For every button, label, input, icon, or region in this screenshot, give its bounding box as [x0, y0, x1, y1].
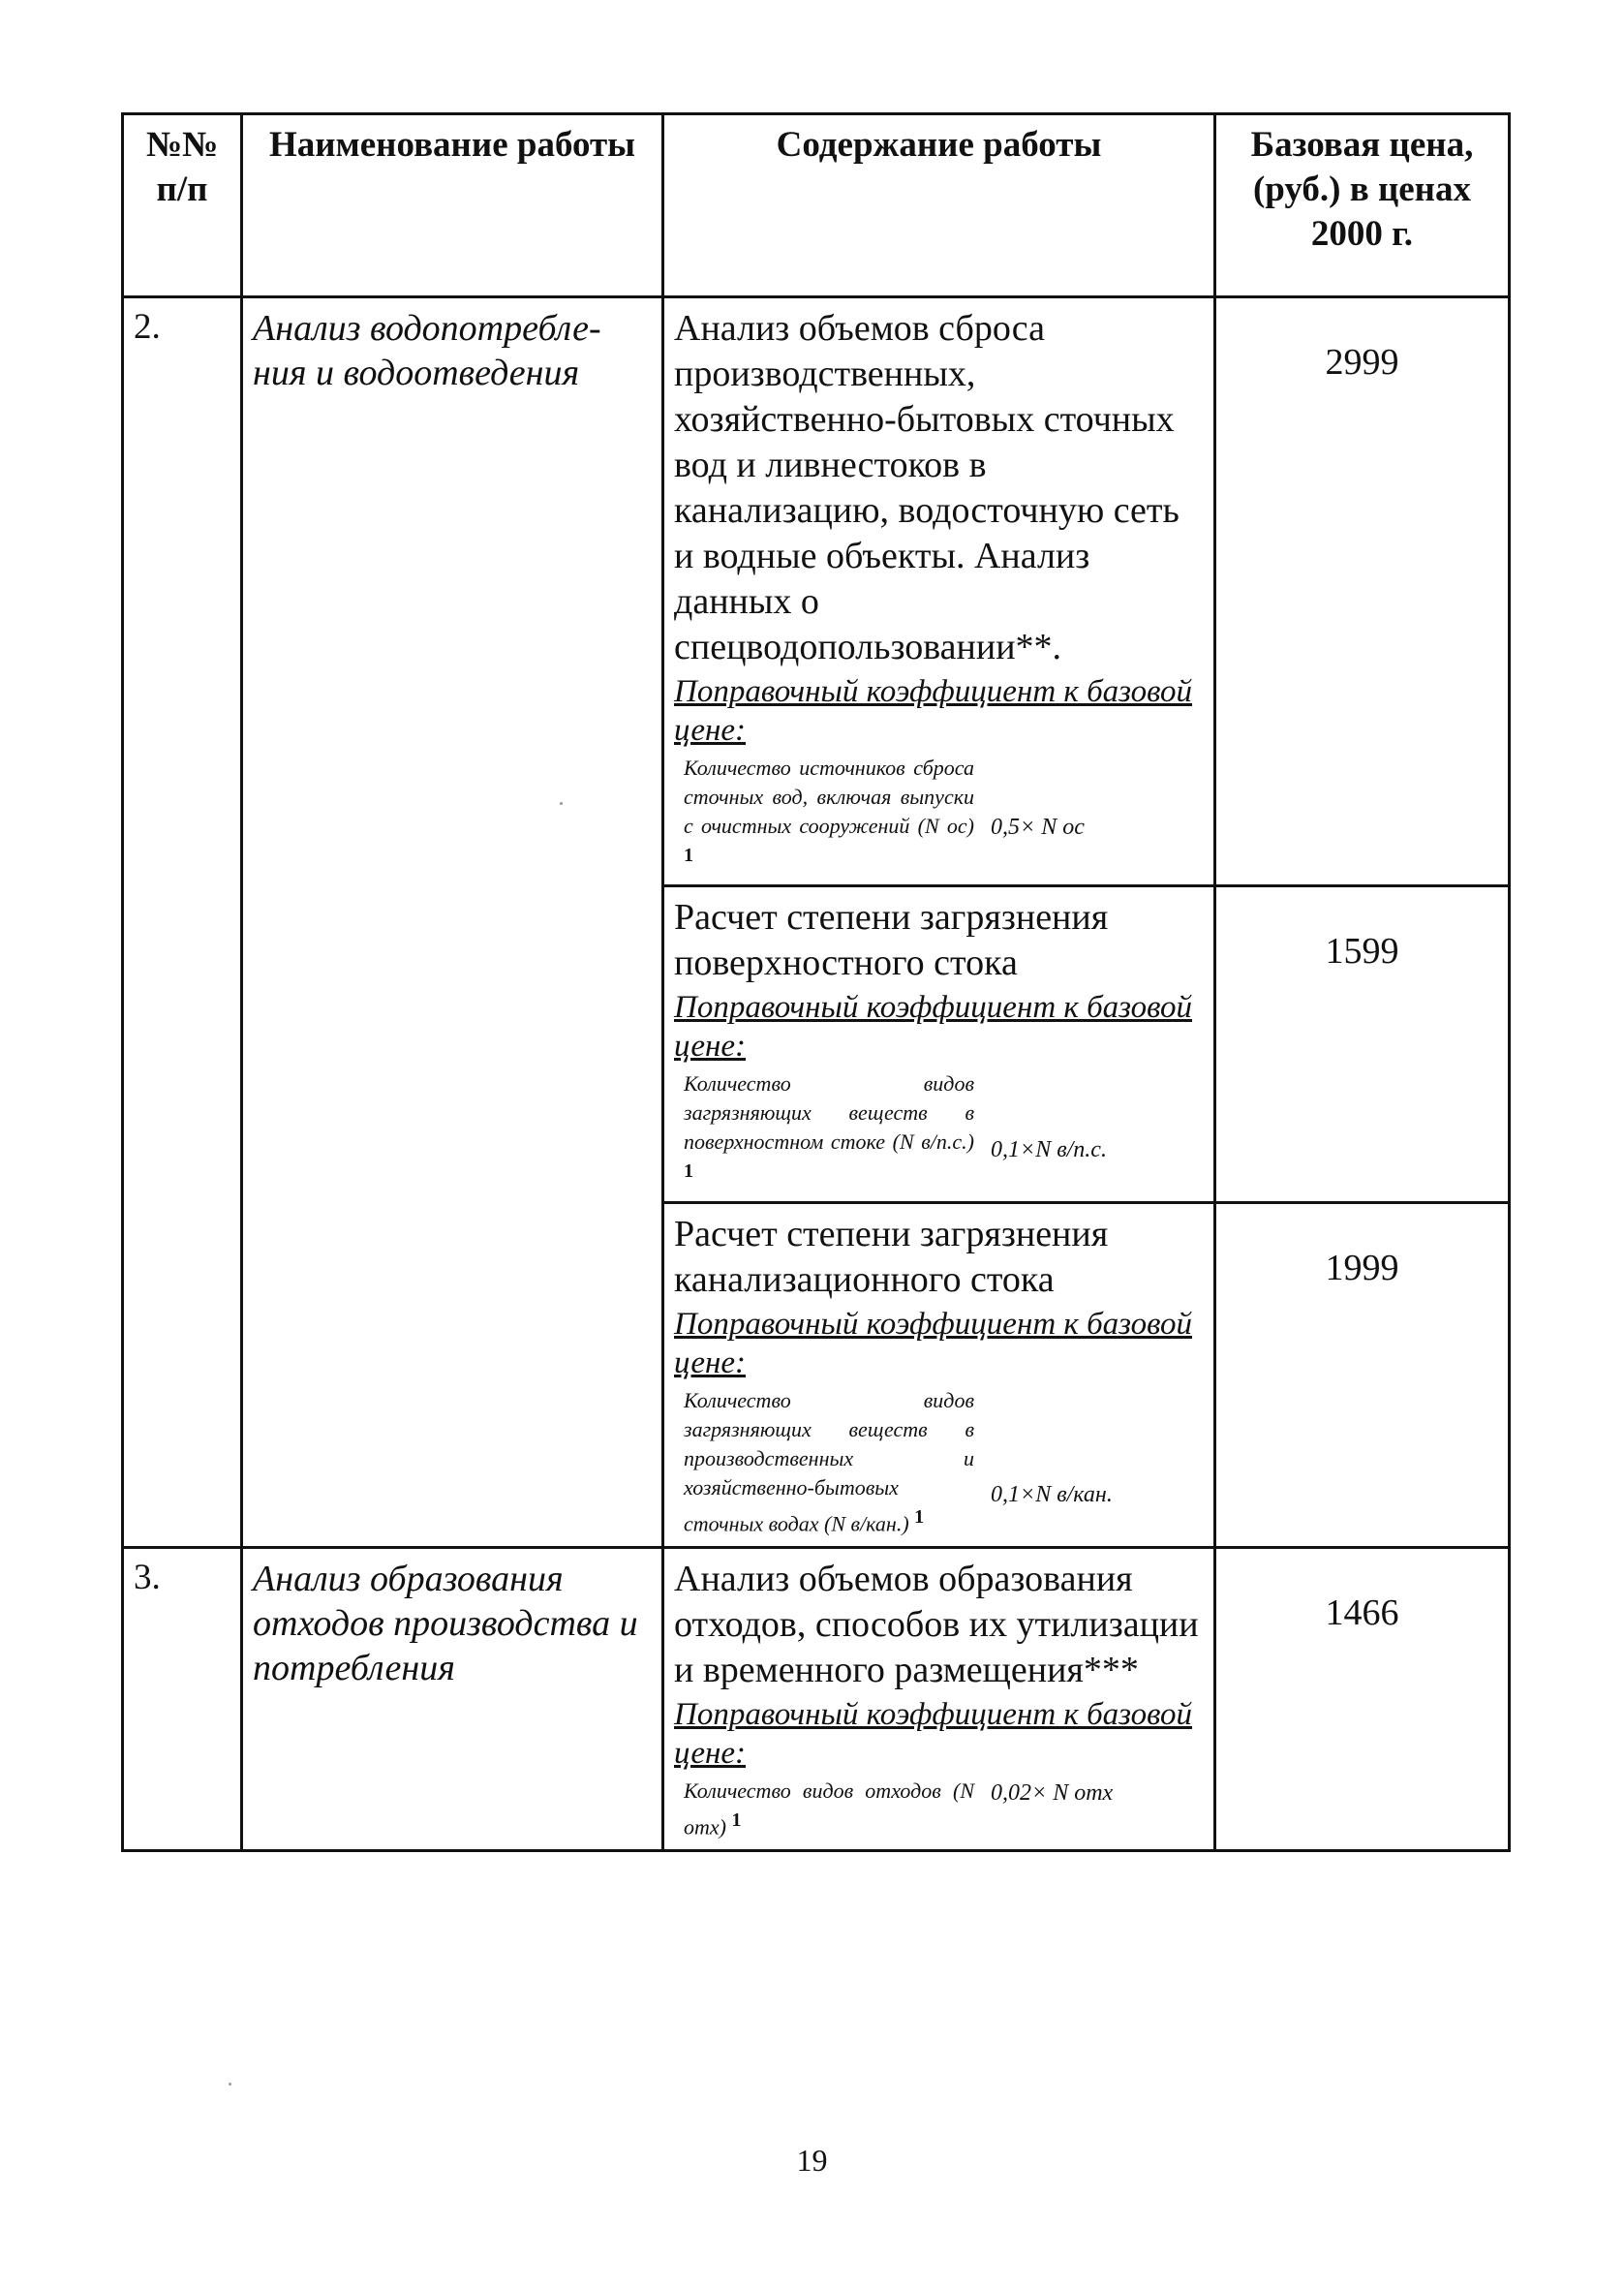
header-work-name: Наименование работы	[242, 114, 663, 297]
base-price: 1999	[1215, 1202, 1510, 1547]
work-description: Анализ объемов образования отходов, способов их утилизации и временного размещения***	[674, 1558, 1199, 1690]
coefficient-value: 0,5× N ос	[991, 815, 1085, 841]
coefficient-row	[674, 754, 1204, 877]
coefficient-row	[674, 1386, 1204, 1538]
base-price: 2999	[1215, 297, 1510, 886]
scan-speck	[560, 802, 563, 805]
base-price: 1599	[1215, 886, 1510, 1202]
header-base-price: Базовая цена, (руб.) в ценах 2000 г.	[1215, 114, 1510, 297]
work-name: Анализ водопотребле-ния и водоотведения	[242, 297, 663, 1548]
footnote-marker: 1	[684, 845, 693, 866]
coefficient-value: 0,02× N отх	[991, 1779, 1114, 1806]
coefficient-title: Поправочный коэффициент к базовой цене:	[674, 1696, 1193, 1771]
footnote-marker: 1	[914, 1505, 925, 1528]
work-content-cell	[663, 297, 1215, 886]
scan-speck	[229, 2083, 231, 2086]
price-table	[121, 112, 1511, 1852]
work-description: Расчет степени загрязнения поверхностного стока	[674, 897, 1109, 984]
table-header-row	[123, 114, 1510, 297]
coefficient-title: Поправочный коэффициент к базовой цене:	[674, 990, 1193, 1065]
header-work-content: Содержание работы	[663, 114, 1215, 297]
coefficient-value: 0,1×N в/кан.	[991, 1481, 1113, 1507]
header-number: №№ п/п	[123, 114, 242, 297]
coefficient-description: Количество видов загрязняющих веществ в производственных и хозяйственно-бытовых сточных водах (N в/кан.) $^1$	[684, 1387, 974, 1535]
coefficient-description: Количество видов загрязняющих веществ в поверхностном стоке (N в/п.с.) $^1$	[684, 1071, 974, 1183]
coefficient-value: 0,1×N в/п.с.	[991, 1136, 1107, 1162]
work-description: Расчет степени загрязнения канализационного стока	[674, 1213, 1109, 1300]
coefficient-description: Количество источников сброса сточных вод, включая выпуски с очистных сооружений (N ос) $^1$	[684, 756, 974, 866]
row-number: 3.	[123, 1547, 242, 1850]
work-content-cell	[663, 886, 1215, 1202]
coefficient-row	[674, 1777, 1204, 1841]
work-description: Анализ объемов сброса производственных, хозяйственно-бытовых сточных вод и ливнестоков в канализацию, водосточную сеть и водные объекты. Анализ данных о спецводопользовании**.	[674, 308, 1180, 667]
coefficient-title: Поправочный коэффициент к базовой цене:	[674, 674, 1193, 748]
coefficient-title: Поправочный коэффициент к базовой цене:	[674, 1306, 1193, 1380]
work-name: Анализ образования отходов производства и потребления	[242, 1547, 663, 1850]
footnote-marker: 1	[731, 1809, 742, 1831]
table-row	[123, 1547, 1510, 1850]
coefficient-row	[674, 1069, 1204, 1192]
page-number: 19	[796, 2143, 828, 2178]
footnote-marker: 1	[684, 1160, 693, 1183]
work-content-cell	[663, 1547, 1215, 1850]
coefficient-description: Количество видов отходов (N отх) $^1$	[684, 1778, 974, 1840]
table-row	[123, 297, 1510, 886]
base-price: 1466	[1215, 1547, 1510, 1850]
work-content-cell	[663, 1202, 1215, 1547]
row-number: 2.	[123, 297, 242, 1548]
